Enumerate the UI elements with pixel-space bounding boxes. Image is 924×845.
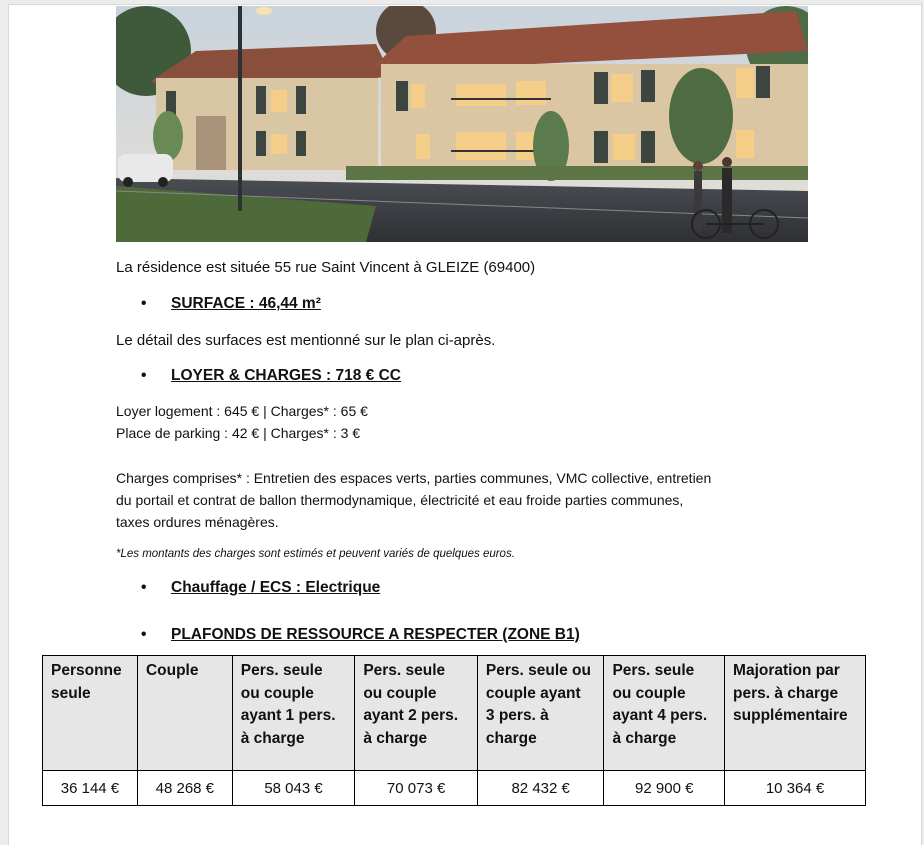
table-header: Pers. seule ou couple ayant 4 pers. à charge — [604, 656, 725, 771]
loyer-label: LOYER & CHARGES : 718 € CC — [171, 367, 401, 384]
table-header: Pers. seule ou couple ayant 3 pers. à charge — [477, 656, 604, 771]
table-cell: 70 073 € — [355, 771, 478, 806]
intro-text: La résidence est située 55 rue Saint Vincent à GLEIZE (69400) — [116, 259, 536, 276]
table-cell: 58 043 € — [232, 771, 355, 806]
loyer-line-2: Place de parking : 42 € | Charges* : 3 € — [116, 425, 361, 441]
residence-photo — [116, 6, 808, 242]
table-header: Majoration par pers. à charge supplémentaire — [725, 656, 866, 771]
table-header: Personne seule — [43, 656, 138, 771]
table-cell: 10 364 € — [725, 771, 866, 806]
table-header: Pers. seule ou couple ayant 1 pers. à charge — [232, 656, 355, 771]
loyer-line-1: Loyer logement : 645 € | Charges* : 65 € — [116, 403, 368, 419]
chauffage-label: Chauffage / ECS : Electrique — [171, 579, 381, 596]
table-cell: 36 144 € — [43, 771, 138, 806]
charges-line-2: du portail et contrat de ballon thermodynamique, électricité et eau froide parties communes, — [116, 492, 684, 508]
table-header: Pers. seule ou couple ayant 2 pers. à charge — [355, 656, 478, 771]
bullet-chauffage — [143, 579, 380, 597]
plafonds-table — [42, 655, 866, 806]
charges-note: *Les montants des charges sont estimés et peuvent variés de quelques euros. — [116, 548, 515, 560]
charges-line-1: Charges comprises* : Entretien des espaces verts, parties communes, VMC collective, entretien — [116, 470, 712, 486]
table-header-row — [43, 656, 866, 771]
bullet-surface — [143, 295, 321, 313]
charges-line-3: taxes ordures ménagères. — [116, 514, 279, 530]
table-row — [43, 771, 866, 806]
table-header: Couple — [137, 656, 232, 771]
table-cell: 82 432 € — [477, 771, 604, 806]
table-cell: 92 900 € — [604, 771, 725, 806]
surface-detail: Le détail des surfaces est mentionné sur le plan ci-après. — [116, 332, 496, 349]
surface-label: SURFACE : 46,44 m² — [171, 295, 321, 312]
bullet-plafonds — [143, 626, 580, 644]
table-cell: 48 268 € — [137, 771, 232, 806]
bullet-loyer — [143, 367, 401, 385]
plafonds-label: PLAFONDS DE RESSOURCE A RESPECTER (ZONE B1) — [171, 626, 580, 643]
